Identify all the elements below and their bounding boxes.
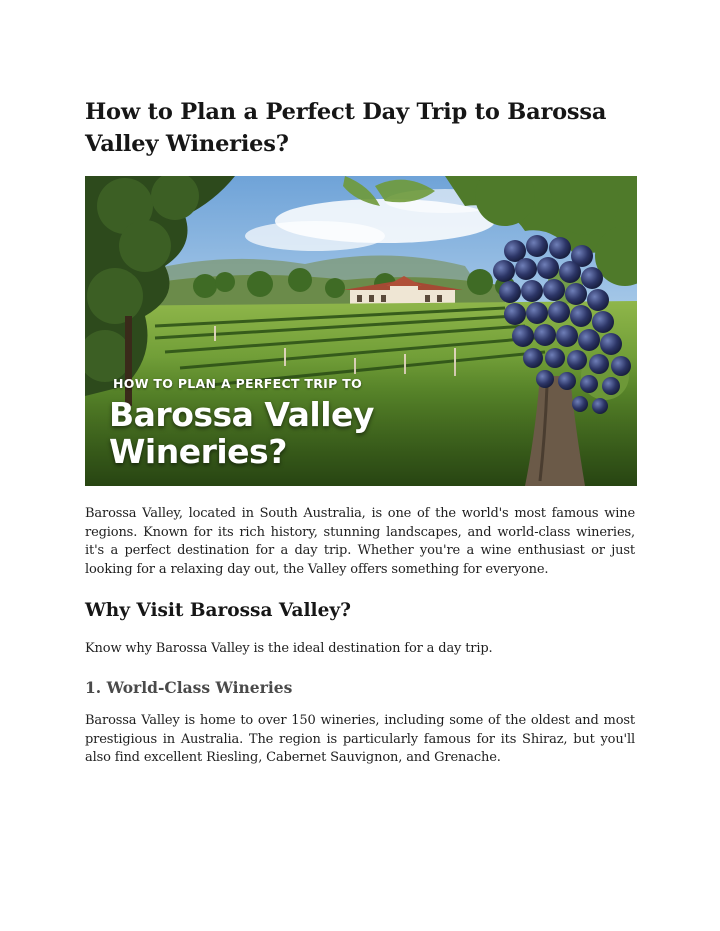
hero-image [85, 176, 637, 486]
hero-subtitle: HOW TO PLAN A PERFECT TRIP TO [113, 376, 362, 391]
hero-title-line2: Wineries? [109, 432, 287, 471]
intro-paragraph: Barossa Valley, located in South Australia, is one of the world's most famous wine regions. Known for its rich history, stunning landscapes, and world-class wineries, it's a perfect destination for a day trip. Whether you're a wine enthusiast or just looking for a relaxing day out, the Valley offers something for everyone. [85, 506, 635, 577]
subsection-paragraph: Barossa Valley is home to over 150 wineries, including some of the oldest and most prestigious in Australia. The region is particularly famous for its Shiraz, but you'll also find excellent Riesling, Cabernet Sauvignon, and Grenache. [85, 713, 635, 765]
section-lead: Know why Barossa Valley is the ideal destination for a day trip. [85, 641, 493, 656]
hero-title-line1: Barossa Valley [109, 395, 374, 434]
subsection-heading: 1. World-Class Wineries [85, 678, 293, 697]
article-title: How to Plan a Perfect Day Trip to Barossa Valley Wineries? [85, 99, 607, 157]
hero-title [109, 396, 374, 470]
section-heading: Why Visit Barossa Valley? [85, 600, 351, 621]
